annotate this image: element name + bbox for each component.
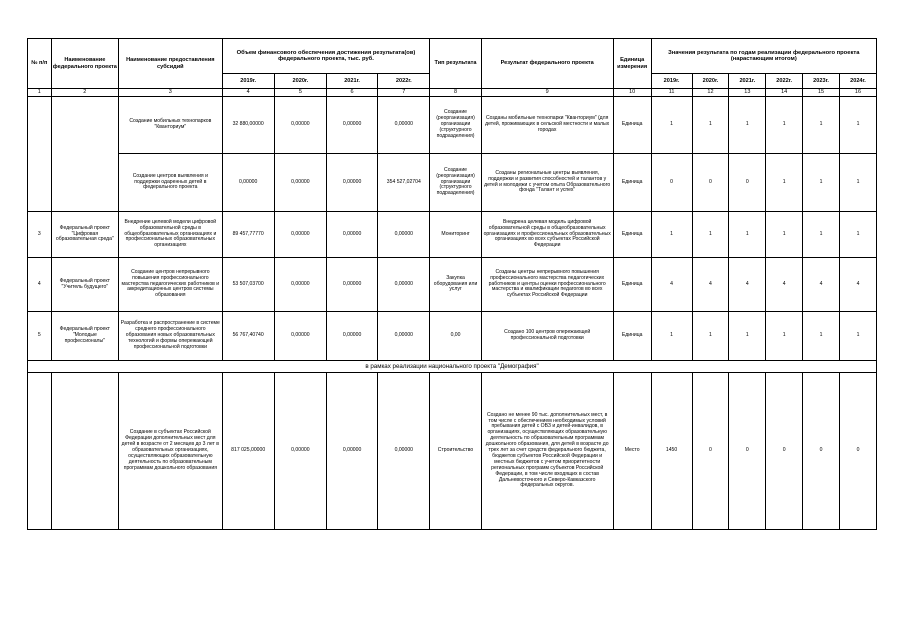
col-number: 1 [28, 89, 52, 97]
row-value-2020: 1 [692, 97, 729, 154]
row-value-2024: 4 [839, 258, 876, 312]
header-result: Результат федерального проекта [481, 39, 613, 89]
row-result-type: Создание (реорганизация) организации (структурного подразделения) [430, 97, 481, 154]
row-project: Федеральный проект "Цифровая образовательная среда" [51, 212, 119, 258]
table-row [28, 312, 877, 361]
header-fund-year: 2021г. [326, 74, 377, 89]
row-value-2023: 4 [803, 258, 840, 312]
row-fund-2022: 0,00000 [378, 97, 430, 154]
row-value-2020: 0 [692, 154, 729, 212]
row-project: Федеральный проект "Учитель будущего" [51, 258, 119, 312]
row-value-2020: 1 [692, 212, 729, 258]
header-fund-year: 2022г. [378, 74, 430, 89]
row-value-2022: 1 [766, 312, 803, 361]
row-value-2020: 1 [692, 312, 729, 361]
row-value-2021: 0 [729, 373, 766, 530]
row-value-2021: 4 [729, 258, 766, 312]
row-result: Созданы центры непрерывного повышения профессионального мастерства педагогических работников и центры оценки профессионального мастерства и квалификации педагогов во всех субъектах Российской Федерации [481, 258, 613, 312]
row-unit: Единица [613, 258, 651, 312]
row-value-2023: 1 [803, 212, 840, 258]
row-fund-2020: 0,00000 [274, 312, 326, 361]
row-value-2021: 1 [729, 312, 766, 361]
row-project: Федеральный проект "Молодые профессионалы" [51, 312, 119, 361]
row-fund-2021: 0,00000 [326, 154, 377, 212]
row-result-type: Закупка оборудования или услуг [430, 258, 481, 312]
section-title: в рамках реализации национального проекта "Демография" [28, 361, 877, 373]
row-value-2022: 1 [766, 97, 803, 154]
row-fund-2020: 0,00000 [274, 97, 326, 154]
table-row [28, 154, 877, 212]
row-result-type: Создание (реорганизация) организации (структурного подразделения) [430, 154, 481, 212]
header-fund-year: 2020г. [274, 74, 326, 89]
col-number: 6 [326, 89, 377, 97]
row-fund-2022: 354 527,02704 [378, 154, 430, 212]
col-number: 8 [430, 89, 481, 97]
row-fund-2021: 0,00000 [326, 212, 377, 258]
row-value-2024: 1 [839, 154, 876, 212]
col-number: 14 [766, 89, 803, 97]
row-value-2021: 0 [729, 154, 766, 212]
row-value-2021: 1 [729, 97, 766, 154]
col-number: 2 [51, 89, 119, 97]
row-value-2023: 1 [803, 312, 840, 361]
row-unit: Место [613, 373, 651, 530]
row-subsidy: Создание центров выявления и поддержки одаренных детей в федерального проекта [119, 154, 222, 212]
row-value-2019: 1450 [651, 373, 692, 530]
header-num: № п/п [28, 39, 52, 89]
subsidy-table [27, 38, 877, 530]
header-project-name: Наименование федерального проекта [51, 39, 119, 89]
row-value-2019: 1 [651, 212, 692, 258]
header-unit: Единица измерения [613, 39, 651, 89]
row-fund-2019: 817 025,00000 [222, 373, 274, 530]
row-value-2023: 1 [803, 97, 840, 154]
column-numbers-row [28, 89, 877, 97]
row-result-type: Мониторинг [430, 212, 481, 258]
row-fund-2019: 53 507,03700 [222, 258, 274, 312]
row-result: Создано 100 центров опережающей профессиональной подготовки [481, 312, 613, 361]
row-value-2023: 0 [803, 373, 840, 530]
row-project [51, 373, 119, 530]
row-fund-2020: 0,00000 [274, 258, 326, 312]
row-value-2021: 1 [729, 212, 766, 258]
row-value-2024: 1 [839, 212, 876, 258]
table-row [28, 373, 877, 530]
row-subsidy: Создание центров непрерывного повышения профессионального мастерства педагогических работников и аккредитационных центров системы образования [119, 258, 222, 312]
row-fund-2020: 0,00000 [274, 373, 326, 530]
row-fund-2021: 0,00000 [326, 258, 377, 312]
row-fund-2021: 0,00000 [326, 97, 377, 154]
row-fund-2019: 32 880,00000 [222, 97, 274, 154]
col-number: 4 [222, 89, 274, 97]
col-number: 3 [119, 89, 222, 97]
row-subsidy: Создание мобильных технопарков "Кванториум" [119, 97, 222, 154]
row-fund-2020: 0,00000 [274, 154, 326, 212]
row-fund-2019: 89 457,77770 [222, 212, 274, 258]
row-value-2019: 4 [651, 258, 692, 312]
row-subsidy: Создание в субъектах Российской Федерации дополнительных мест для детей в возрасте от 2 месяцев до 3 лет в образовательных организациях, осуществляющих образовательную деятельность по образовательным программам дошкольного образования [119, 373, 222, 530]
row-subsidy: Внедрение целевой модели цифровой образовательной среды в общеобразовательных организациях и профессиональных образовательных организациях [119, 212, 222, 258]
header-subsidy-name: Наименование предоставления субсидий [119, 39, 222, 89]
row-num [28, 97, 52, 212]
row-value-2022: 1 [766, 154, 803, 212]
table-row [28, 258, 877, 312]
row-result-type: Строительство [430, 373, 481, 530]
table-row [28, 97, 877, 154]
header-fund-year: 2019г. [222, 74, 274, 89]
row-result-type: 0,00 [430, 312, 481, 361]
col-number: 9 [481, 89, 613, 97]
row-fund-2021: 0,00000 [326, 373, 377, 530]
col-number: 13 [729, 89, 766, 97]
row-fund-2021: 0,00000 [326, 312, 377, 361]
row-fund-2022: 0,00000 [378, 258, 430, 312]
row-fund-2022: 0,00000 [378, 312, 430, 361]
header-values: Значения результата по годам реализации федерального проекта (нарастающим итогом) [651, 39, 876, 74]
row-result: Внедрена целевая модель цифровой образовательной среды в общеобразовательных организациях и профессиональных образовательных организациях во всех субъектах Российской Федерации [481, 212, 613, 258]
row-num [28, 373, 52, 530]
header-val-year: 2021г. [729, 74, 766, 89]
row-fund-2019: 56 767,40740 [222, 312, 274, 361]
row-value-2019: 0 [651, 154, 692, 212]
row-value-2022: 1 [766, 212, 803, 258]
row-unit: Единица [613, 312, 651, 361]
col-number: 7 [378, 89, 430, 97]
row-value-2024: 0 [839, 373, 876, 530]
header-val-year: 2024г. [839, 74, 876, 89]
col-number: 11 [651, 89, 692, 97]
col-number: 12 [692, 89, 729, 97]
row-unit: Единица [613, 154, 651, 212]
row-result: Созданы мобильные технопарки "Кванториум" (для детей, проживающих в сельской местности и малых городах [481, 97, 613, 154]
header-val-year: 2023г. [803, 74, 840, 89]
header-val-year: 2020г. [692, 74, 729, 89]
row-num: 3 [28, 212, 52, 258]
header-val-year: 2019г. [651, 74, 692, 89]
col-number: 15 [803, 89, 840, 97]
row-unit: Единица [613, 97, 651, 154]
row-num: 4 [28, 258, 52, 312]
row-fund-2022: 0,00000 [378, 373, 430, 530]
row-result: Созданы региональные центры выявления, поддержки и развития способностей и талантов у детей и молодежи с учетом опыта Образовательного фонда "Талант и успех" [481, 154, 613, 212]
row-value-2019: 1 [651, 312, 692, 361]
row-unit: Единица [613, 212, 651, 258]
row-project [51, 97, 119, 212]
row-value-2023: 1 [803, 154, 840, 212]
table-row [28, 212, 877, 258]
header-funding: Объем финансового обеспечения достижения результата(ов) федерального проекта, тыс. руб. [222, 39, 430, 74]
row-value-2024: 1 [839, 312, 876, 361]
row-subsidy: Разработка и распространение в системе среднего профессионального образования новых образовательных технологий и формы опережающей профессиональной подготовки [119, 312, 222, 361]
row-value-2020: 4 [692, 258, 729, 312]
row-value-2022: 0 [766, 373, 803, 530]
row-value-2020: 0 [692, 373, 729, 530]
row-value-2024: 1 [839, 97, 876, 154]
row-value-2019: 1 [651, 97, 692, 154]
row-result: Создано не менее 90 тыс. дополнительных мест, в том числе с обеспечением необходимых условий пребывания детей с ОВЗ и детей-инвалидов, в организациях, осуществляющих образовательную деятельность по образовательным программам дошкольного образования, для детей в возрасте до трех лет за счет средств федерального бюджета, бюджетов субъектов Российской Федерации и местных бюджетов с учетом приоритетности региональных программ субъектов Российской Федерации, в том числе входящих в состав Дальневосточного и Северо-Кавказского федеральных округов. [481, 373, 613, 530]
col-number: 16 [839, 89, 876, 97]
col-number: 10 [613, 89, 651, 97]
row-num: 5 [28, 312, 52, 361]
col-number: 5 [274, 89, 326, 97]
header-row-1 [28, 39, 877, 74]
row-fund-2022: 0,00000 [378, 212, 430, 258]
row-value-2022: 4 [766, 258, 803, 312]
section-row [28, 361, 877, 373]
header-val-year: 2022г. [766, 74, 803, 89]
header-result-type: Тип результата [430, 39, 481, 89]
row-fund-2019: 0,00000 [222, 154, 274, 212]
row-fund-2020: 0,00000 [274, 212, 326, 258]
